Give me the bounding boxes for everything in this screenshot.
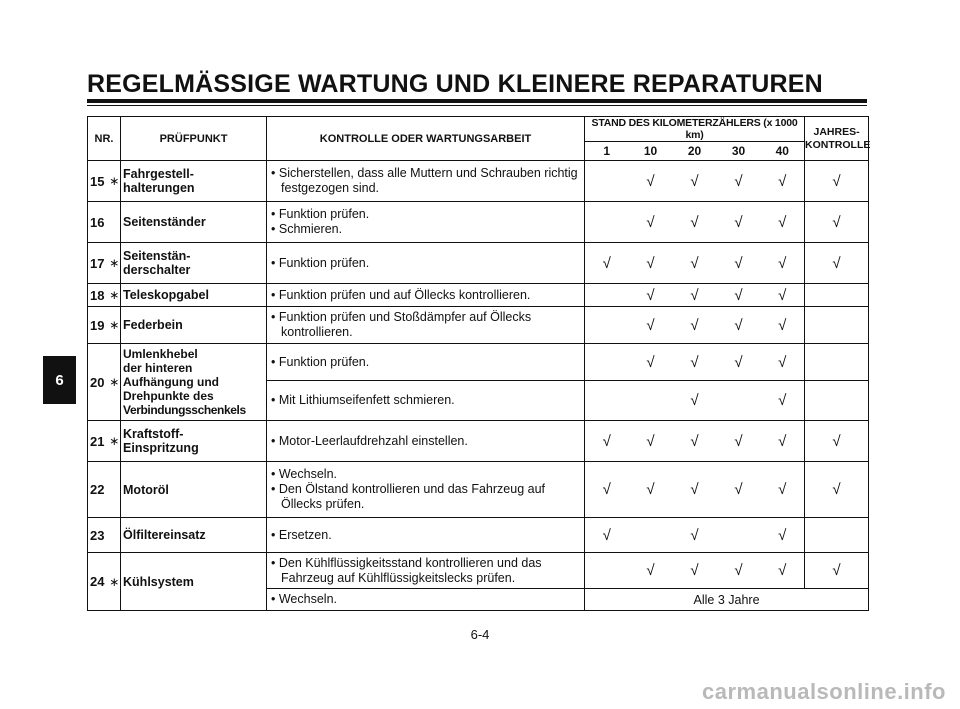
check-jahres-empty	[805, 307, 869, 344]
row-number: 16	[88, 202, 109, 243]
header-km-1: 1	[585, 142, 629, 161]
check-jahres-empty	[805, 344, 869, 381]
check-km-1	[585, 161, 629, 202]
row-number: 18	[88, 284, 109, 307]
row-item: Ölfiltereinsatz	[121, 518, 267, 553]
star-mark-empty	[109, 462, 121, 518]
row-item: Seitenständer	[121, 202, 267, 243]
check-km-10: √	[629, 553, 673, 589]
check-km-20: √	[673, 518, 717, 553]
check-km-1: √	[585, 421, 629, 462]
check-km-40: √	[761, 161, 805, 202]
row-action	[267, 243, 585, 284]
action-text: • Mit Lithiumseifenfett schmieren.	[271, 393, 455, 407]
table-row	[88, 202, 869, 243]
watermark: carmanualsonline.info	[702, 679, 946, 704]
header-nr: NR.	[88, 117, 121, 161]
star-mark: ∗	[109, 553, 121, 611]
row-action	[267, 381, 585, 421]
check-km-20: √	[673, 307, 717, 344]
check-km-40: √	[761, 553, 805, 589]
check-km-30: √	[717, 307, 761, 344]
action-text: • Motor-Leerlaufdrehzahl einstellen.	[271, 433, 468, 448]
star-mark: ∗	[109, 161, 121, 202]
check-km-30: √	[717, 243, 761, 284]
star-mark: ∗	[109, 243, 121, 284]
star-mark-empty	[109, 202, 121, 243]
check-km-10: √	[629, 284, 673, 307]
action-text: • Schmieren.	[271, 222, 343, 236]
row-action	[267, 284, 585, 307]
table-row	[88, 161, 869, 202]
check-km-30	[717, 381, 761, 421]
row-item-line: Umlenkhebel	[123, 347, 198, 361]
header-row	[88, 117, 869, 142]
check-km-1	[585, 307, 629, 344]
row-item: Motoröl	[121, 462, 267, 518]
row-item-line: Drehpunkte des	[123, 389, 214, 403]
check-km-30: √	[717, 421, 761, 462]
row-item-line: Kraftstoff-	[123, 427, 184, 441]
check-km-20: √	[673, 284, 717, 307]
check-km-1	[585, 553, 629, 589]
row-number: 24	[88, 553, 109, 611]
check-km-40: √	[761, 462, 805, 518]
title-rule	[87, 99, 867, 103]
table-row	[88, 284, 869, 307]
row-action	[267, 344, 585, 381]
row-item-line: Einspritzung	[123, 441, 199, 455]
action-text: • Funktion prüfen.	[271, 354, 370, 369]
action-text: • Wechseln.	[271, 467, 337, 481]
check-km-30: √	[717, 462, 761, 518]
row-item: Kühlsystem	[121, 553, 267, 611]
check-jahres-empty	[805, 284, 869, 307]
check-km-10: √	[629, 421, 673, 462]
check-km-1	[585, 284, 629, 307]
header-kontrolle: KONTROLLE ODER WARTUNGSARBEIT	[267, 117, 585, 161]
row-item-line: halterungen	[123, 181, 195, 195]
interval-text: Alle 3 Jahre	[585, 589, 869, 611]
check-km-40: √	[761, 307, 805, 344]
action-text: • Den Ölstand kontrollieren und das Fahrzeug auf Öllecks prüfen.	[271, 482, 545, 511]
header-pruefpunkt: PRÜFPUNKT	[121, 117, 267, 161]
action-text: • Funktion prüfen und auf Öllecks kontrollieren.	[271, 287, 531, 302]
action-text: • Sicherstellen, dass alle Muttern und Schrauben richtig festgezogen sind.	[271, 166, 578, 195]
check-km-40: √	[761, 518, 805, 553]
check-km-40: √	[761, 421, 805, 462]
star-mark: ∗	[109, 344, 121, 421]
header-jahres-line1: JAHRES-	[813, 125, 860, 138]
row-number: 19	[88, 307, 109, 344]
check-km-10	[629, 381, 673, 421]
check-km-1: √	[585, 518, 629, 553]
row-item-line: der hinteren	[123, 361, 193, 375]
maintenance-table	[87, 116, 869, 611]
check-km-20: √	[673, 381, 717, 421]
check-km-1	[585, 381, 629, 421]
check-km-30: √	[717, 202, 761, 243]
check-km-30: √	[717, 284, 761, 307]
check-jahres: √	[805, 202, 869, 243]
check-km-10: √	[629, 462, 673, 518]
check-km-40: √	[761, 344, 805, 381]
check-km-1	[585, 202, 629, 243]
page-number: 6-4	[470, 627, 490, 642]
row-item-line: Aufhängung und	[123, 375, 219, 389]
row-number: 20	[88, 344, 109, 421]
check-jahres: √	[805, 553, 869, 589]
check-jahres: √	[805, 243, 869, 284]
row-action	[267, 202, 585, 243]
check-km-40: √	[761, 243, 805, 284]
title-rule-thin	[87, 105, 867, 106]
row-item	[121, 161, 267, 202]
row-number: 21	[88, 421, 109, 462]
header-stand: STAND DES KILOMETERZÄHLERS (x 1000 km)	[585, 117, 805, 142]
row-item	[121, 421, 267, 462]
action-text: • Funktion prüfen.	[271, 207, 370, 221]
star-mark: ∗	[109, 421, 121, 462]
row-item	[121, 243, 267, 284]
row-item-line: derschalter	[123, 263, 191, 277]
row-item-line: Fahrgestell-	[123, 167, 194, 181]
check-km-20: √	[673, 421, 717, 462]
check-km-30: √	[717, 553, 761, 589]
row-item: Teleskopgabel	[121, 284, 267, 307]
check-km-20: √	[673, 161, 717, 202]
header-km-10: 10	[629, 142, 673, 161]
row-number: 17	[88, 243, 109, 284]
page-title: REGELMÄSSIGE WARTUNG UND KLEINERE REPARATUREN	[87, 70, 823, 98]
check-km-20: √	[673, 553, 717, 589]
header-km-30: 30	[717, 142, 761, 161]
row-action	[267, 307, 585, 344]
check-jahres-empty	[805, 518, 869, 553]
action-text: • Wechseln.	[271, 592, 337, 606]
check-km-30: √	[717, 161, 761, 202]
check-jahres-empty	[805, 381, 869, 421]
row-number: 23	[88, 518, 109, 553]
check-km-20: √	[673, 202, 717, 243]
row-action	[267, 589, 585, 611]
check-jahres: √	[805, 421, 869, 462]
check-km-1: √	[585, 243, 629, 284]
table-row	[88, 553, 869, 589]
check-km-30: √	[717, 344, 761, 381]
star-mark-empty	[109, 518, 121, 553]
check-jahres: √	[805, 161, 869, 202]
action-text: • Ersetzen.	[271, 527, 332, 542]
row-action	[267, 518, 585, 553]
check-km-40: √	[761, 381, 805, 421]
action-text: • Funktion prüfen.	[271, 255, 370, 270]
check-km-10: √	[629, 202, 673, 243]
table-row	[88, 307, 869, 344]
row-item: Federbein	[121, 307, 267, 344]
check-km-1: √	[585, 462, 629, 518]
check-km-20: √	[673, 243, 717, 284]
chapter-tab: 6	[43, 356, 76, 404]
table-row	[88, 243, 869, 284]
check-km-20: √	[673, 462, 717, 518]
check-km-40: √	[761, 284, 805, 307]
header-jahres-line2: KONTROLLE	[805, 138, 871, 151]
row-number: 15	[88, 161, 109, 202]
table-row	[88, 462, 869, 518]
check-km-10: √	[629, 161, 673, 202]
row-action	[267, 421, 585, 462]
star-mark: ∗	[109, 284, 121, 307]
check-km-20: √	[673, 344, 717, 381]
row-action	[267, 161, 585, 202]
row-item-line: Verbindungsschenkels	[123, 403, 246, 417]
check-km-1	[585, 344, 629, 381]
check-km-30	[717, 518, 761, 553]
action-text: • Den Kühlflüssigkeitsstand kontrollieren und das Fahrzeug auf Kühlflüssigkeitslecks prüfen.	[271, 555, 542, 585]
header-km-20: 20	[673, 142, 717, 161]
row-item	[121, 344, 267, 421]
header-km-40: 40	[761, 142, 805, 161]
check-km-10: √	[629, 307, 673, 344]
check-jahres: √	[805, 462, 869, 518]
action-text: • Funktion prüfen und Stoßdämpfer auf Öllecks kontrollieren.	[271, 310, 532, 339]
table-row	[88, 518, 869, 553]
check-km-40: √	[761, 202, 805, 243]
row-number: 22	[88, 462, 109, 518]
table-row	[88, 421, 869, 462]
check-km-10: √	[629, 243, 673, 284]
row-item-line: Seitenstän-	[123, 249, 191, 263]
header-jahres	[805, 117, 869, 161]
star-mark: ∗	[109, 307, 121, 344]
check-km-10	[629, 518, 673, 553]
table-row	[88, 344, 869, 381]
check-km-10: √	[629, 344, 673, 381]
row-action	[267, 462, 585, 518]
row-action	[267, 553, 585, 589]
